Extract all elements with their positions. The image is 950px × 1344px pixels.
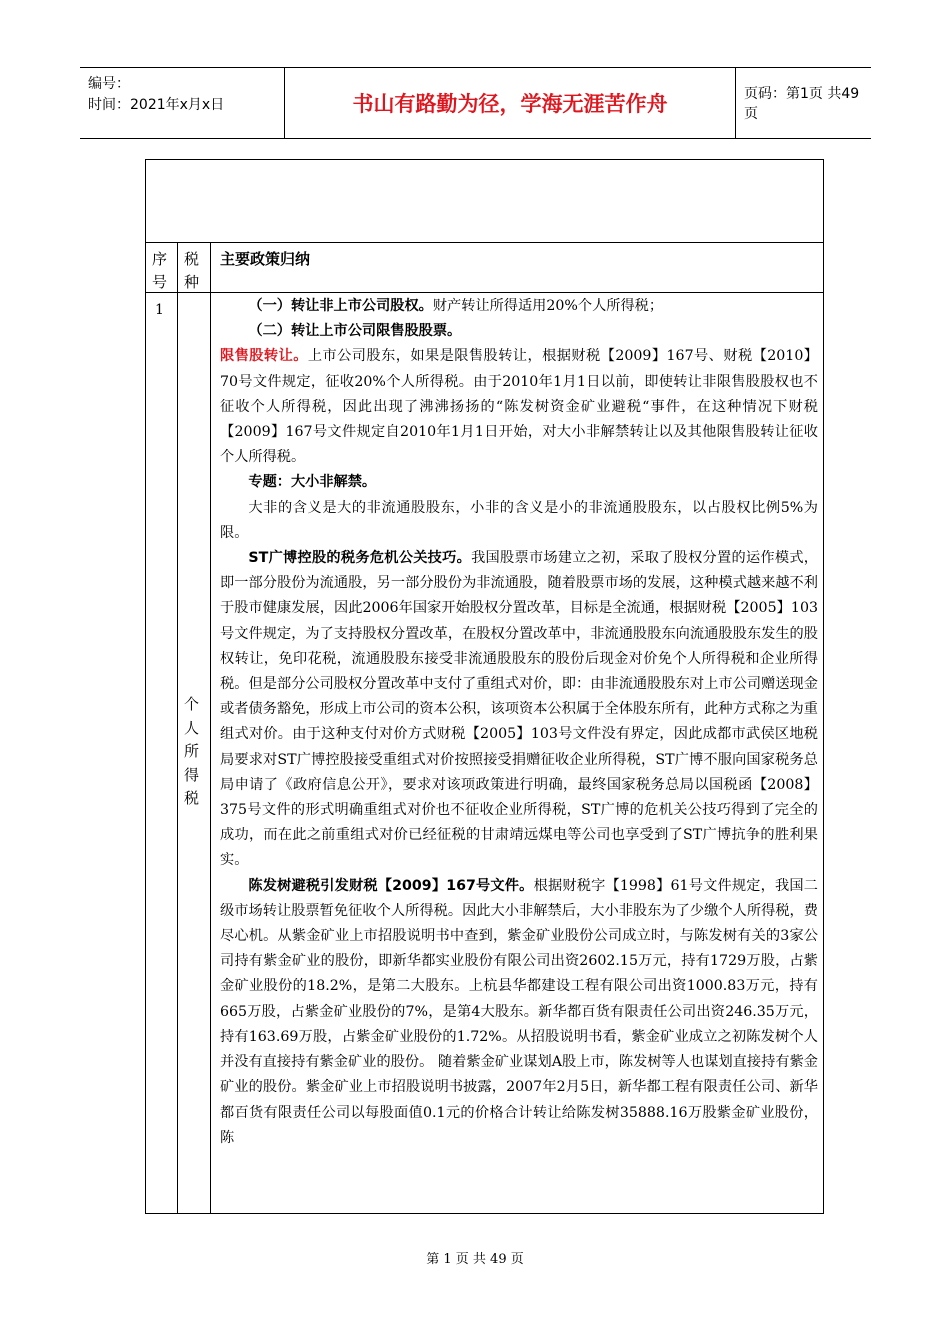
header-tax: 税种 — [184, 250, 200, 291]
page-header — [80, 67, 871, 139]
paragraph: 大非的含义是大的非流通股股东，小非的含义是小的非流通股股东，以占股权比例5%为限。 — [220, 499, 818, 541]
code-label: 编号： — [88, 76, 130, 92]
highlight-text: 限售股转让。 — [220, 348, 308, 365]
page-footer: 第 1 页 共 49 页 — [426, 1252, 524, 1267]
paragraph — [220, 294, 818, 319]
header-main: 主要政策归纳 — [220, 250, 311, 268]
paragraph — [220, 874, 818, 1151]
body-text: 根据财税字【1998】61号文件规定，我国二级市场转让股票暂免征收个人所得税。因此大小非解禁后，大小非股东为了少缴个人所得税，费尽心机。从紫金矿业上市招股说明书中查到，紫金矿业股份公司成立时，与陈发树有关的3家公司持有紫金矿业的股份，即新华都实业股份有限公司出资2602.15万元，持有1729万股，占紫金矿业股份的18.2%，是第二大股东。上杭县华都建设工程有限公司出资1000.83万元，持有665万股，占紫金矿业股份的7%，是第4大股东。新华都百货有限责任公司出资246.35万元，持有163.69万股，占紫金矿业股份的1.72%。从招股说明书看，紫金矿业成立之初陈发树个人并没有直接持有紫金矿业的股份。 随着紫金矿业谋划A股上市，陈发树等人也谋划直接持有紫金矿业的股份。紫金矿业上市招股说明书披露，2007年2月5日，新华都工程有限责任公司、新华都百货有限责任公司以每股面值0.1元的价格合计转让给陈发树35888.16万股紫金矿业股份，陈 — [220, 877, 818, 1146]
heading-text: ST广博控股的税务危机公关技巧。 — [248, 550, 472, 567]
policy-content — [220, 294, 818, 1212]
col-divider — [177, 242, 178, 1213]
heading-text: 专题：大小非解禁。 — [248, 474, 377, 491]
paragraph — [220, 470, 818, 495]
body-text: 我国股票市场建立之初，采取了股权分置的运作模式，即一部分股份为流通股，另一部分股份为非流通股，随着股票市场的发展，这种模式越来越不利于股市健康发展，因此2006年国家开始股权分置改革，目标是全流通，根据财税【2005】103号文件规定，为了支持股权分置改革，在股权分置改革中，非流通股股东向流通股股东发生的股权转让，免印花税，流通股股东接受非流通股股东的股份后现金对价免个人所得税和企业所得税。但是部分公司股权分置改革中支付了重组式对价，即：由非流通股股东对上市公司赠送现金或者债务豁免，形成上市公司的资本公积，该项资本公积属于全体股东所有，此种方式称之为重组式对价。由于这种支付对价方式财税【2005】103号文件没有界定，因此成都市武侯区地税局要求对ST广博控股接受重组式对价按照接受捐赠征收企业所得税，ST广博不服向国家税务总局申请了《政府信息公开》，要求对该项政策进行明确，最终国家税务总局以国税函【2008】375号文件的形式明确重组式对价也不征收企业所得税，ST广博的危机关公技巧得到了完全的成功，而在此之前重组式对价已经征税的甘肃靖远煤电等公司也享受到了ST广博抗争的胜利果实。 — [220, 550, 818, 869]
paragraph — [220, 319, 818, 344]
body-text: 财产转让所得适用20%个人所得税； — [432, 298, 664, 314]
tax-type: 个人所得税 — [184, 695, 200, 807]
header-seq: 序号 — [152, 250, 168, 291]
heading-text: 陈发树避税引发财税【2009】167号文件。 — [248, 877, 534, 894]
body-text: 上市公司股东，如果是限售股转让，根据财税【2009】167号、财税【2010】70号文件规定，征收20%个人所得税。由于2010年1月1日以前，即使转让非限售股股权也不征收个人所得税，因此出现了沸沸扬扬的“陈发树资金矿业避税“事件，在这种情况下财税【2009】167号文件规定自2010年1月1日开始，对大小非解禁转让以及其他限售股转让征收个人所得税。 — [220, 348, 818, 466]
row-divider — [146, 292, 823, 293]
header-meta — [80, 68, 284, 138]
header-page-info: 页码：第1页 共49页 — [744, 86, 860, 122]
col-divider — [210, 242, 211, 1213]
policy-table — [145, 159, 824, 1214]
row-number: 1 — [155, 302, 164, 318]
header-motto: 书山有路勤为径，学海无涯苦作舟 — [284, 68, 736, 138]
paragraph — [220, 546, 818, 874]
time-label: 时间：2021年x月x日 — [88, 97, 225, 113]
heading-text: （一）转让非上市公司股权。 — [248, 298, 433, 314]
row-divider — [146, 242, 823, 243]
paragraph — [220, 344, 818, 470]
heading-text: （二）转让上市公司限售股股票。 — [248, 323, 462, 340]
